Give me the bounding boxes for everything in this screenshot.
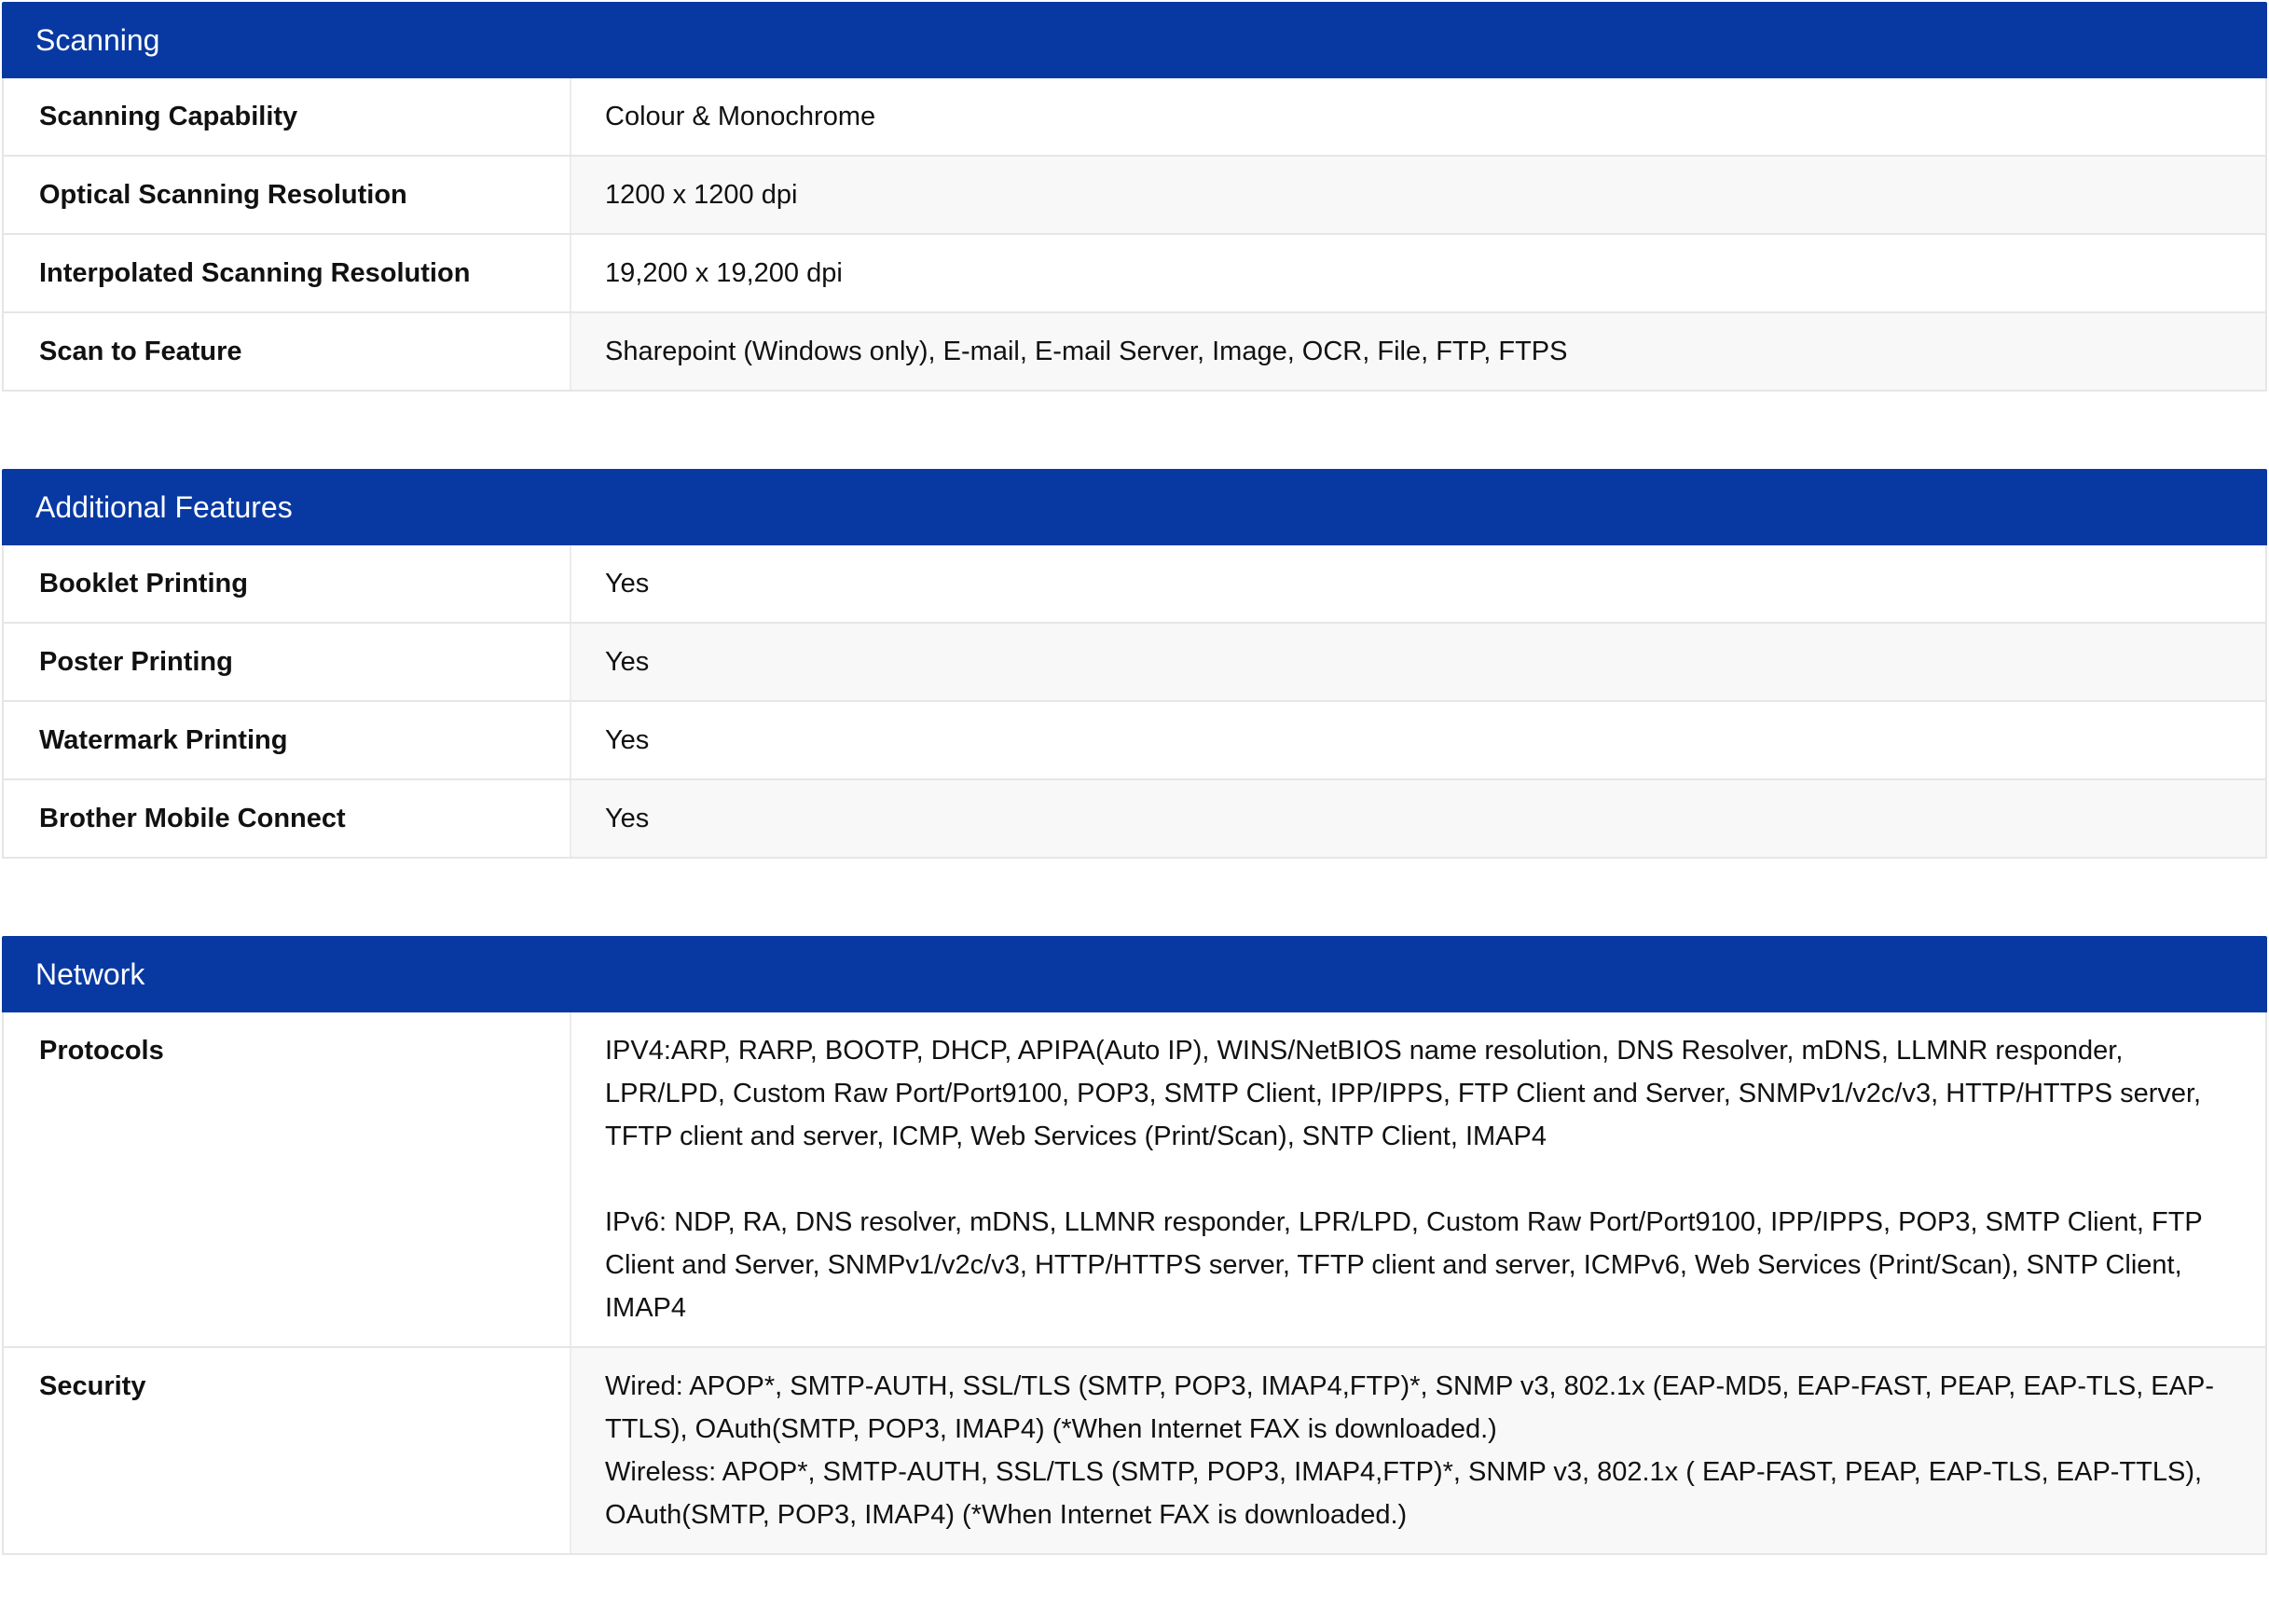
section-header-network: Network bbox=[2, 936, 2267, 1012]
row-label: Booklet Printing bbox=[4, 545, 571, 622]
row-value: 1200 x 1200 dpi bbox=[605, 180, 798, 210]
row-value: Yes bbox=[605, 647, 650, 677]
row-label: Brother Mobile Connect bbox=[4, 780, 571, 857]
section-header-scanning: Scanning bbox=[2, 2, 2267, 78]
row-label: Watermark Printing bbox=[4, 702, 571, 778]
spec-table-additional-features bbox=[2, 545, 2267, 859]
row-value: Yes bbox=[605, 804, 650, 833]
row-value bbox=[571, 1012, 2265, 1346]
table-row bbox=[4, 78, 2265, 157]
table-row bbox=[4, 545, 2265, 624]
section-scanning bbox=[2, 2, 2267, 392]
section-header-additional-features: Additional Features bbox=[2, 469, 2267, 545]
table-row bbox=[4, 780, 2265, 859]
section-network bbox=[2, 936, 2267, 1555]
row-value: Yes bbox=[605, 569, 650, 599]
row-label: Scanning Capability bbox=[4, 78, 571, 155]
row-value: Yes bbox=[605, 725, 650, 755]
row-label: Security bbox=[4, 1348, 571, 1553]
protocols-ipv4-text: IPV4:ARP, RARP, BOOTP, DHCP, APIPA(Auto IP), WINS/NetBIOS name resolution, DNS Resolver, mDNS, LLMNR responder, LPR/LPD, Custom Raw Port/Port9100, POP3, SMTP Client, IPP/IPPS, FTP Client and Server, SNMPv1/v2c/v3, HTTP/HTTPS server, TFTP client and server, ICMP, Web Services (Print/Scan), SNTP Client, IMAP4 bbox=[605, 1036, 2202, 1151]
table-row bbox=[4, 702, 2265, 780]
spec-table-network bbox=[2, 1012, 2267, 1555]
security-wired-text: Wired: APOP*, SMTP-AUTH, SSL/TLS (SMTP, POP3, IMAP4,FTP)*, SNMP v3, 802.1x (EAP-MD5, EAP-FAST, PEAP, EAP-TLS, EAP-TTLS), OAuth(SMTP, POP3, IMAP4) (*When Internet FAX is downloaded.) bbox=[605, 1371, 2214, 1444]
table-row bbox=[4, 313, 2265, 392]
spec-table-scanning bbox=[2, 78, 2267, 392]
table-row bbox=[4, 157, 2265, 235]
row-label: Protocols bbox=[4, 1012, 571, 1346]
table-row bbox=[4, 235, 2265, 313]
row-label: Scan to Feature bbox=[4, 313, 571, 390]
row-value: Colour & Monochrome bbox=[605, 102, 876, 131]
row-label: Poster Printing bbox=[4, 624, 571, 700]
row-label: Optical Scanning Resolution bbox=[4, 157, 571, 233]
table-row bbox=[4, 1012, 2265, 1348]
row-label: Interpolated Scanning Resolution bbox=[4, 235, 571, 311]
row-value: Sharepoint (Windows only), E-mail, E-mail Server, Image, OCR, File, FTP, FTPS bbox=[605, 337, 1568, 366]
table-row bbox=[4, 1348, 2265, 1555]
table-row bbox=[4, 624, 2265, 702]
section-additional-features bbox=[2, 469, 2267, 859]
row-value: 19,200 x 19,200 dpi bbox=[605, 258, 843, 288]
security-wireless-text: Wireless: APOP*, SMTP-AUTH, SSL/TLS (SMTP, POP3, IMAP4,FTP)*, SNMP v3, 802.1x ( EAP-FAST, PEAP, EAP-TLS, EAP-TTLS), OAuth(SMTP, POP3, IMAP4) (*When Internet FAX is downloaded.) bbox=[605, 1457, 2203, 1530]
protocols-ipv6-text: IPv6: NDP, RA, DNS resolver, mDNS, LLMNR responder, LPR/LPD, Custom Raw Port/Port9100, IPP/IPPS, POP3, SMTP Client, FTP Client and Server, SNMPv1/v2c/v3, HTTP/HTTPS server, TFTP client and server, ICMPv6, Web Services (Print/Scan), SNTP Client, IMAP4 bbox=[605, 1207, 2203, 1323]
row-value bbox=[571, 1348, 2265, 1553]
